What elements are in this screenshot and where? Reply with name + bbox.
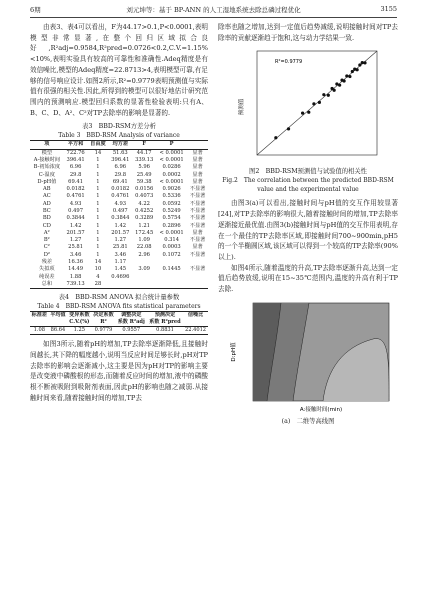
table-header-cell: 变异系数 (69, 312, 90, 319)
right-column (218, 22, 398, 426)
table-cell: 0.3289 (135, 215, 154, 222)
data-point (358, 64, 361, 67)
table-cell: 1 (96, 186, 100, 193)
table-cell: < 0.0001 (159, 178, 184, 185)
fig3a-contour-plot (223, 299, 393, 417)
table-cell: 86.64 (49, 327, 68, 335)
table-cell: 1.27 (114, 237, 127, 244)
table-row (30, 179, 208, 186)
table-row (30, 244, 208, 251)
table-cell: 16.36 (68, 259, 84, 266)
table-cell: 10 (94, 266, 102, 273)
table-cell: 显著 (192, 244, 203, 251)
y-axis-label: D:pH值 (231, 342, 237, 362)
table-cell: 1.27 (69, 237, 82, 244)
data-point (335, 83, 338, 86)
table-cell: 总和 (30, 281, 64, 289)
table-cell: 1.42 (114, 222, 127, 229)
table-cell: 0.5249 (162, 208, 181, 214)
table-row (30, 172, 208, 179)
data-point (333, 89, 336, 92)
table-cell: 0.4073 (135, 193, 154, 200)
table-cell: 3.46 (114, 251, 127, 258)
table-cell: 0.4761 (66, 193, 85, 200)
table-cell (187, 281, 208, 289)
table3-caption-en: Table 3 BBD-RSM Analysis of variance (58, 132, 180, 140)
table-cell: BD (42, 215, 51, 222)
table-header-cell: 项 (30, 141, 64, 149)
table-cell: 不显著 (189, 193, 206, 200)
table-cell: 1 (96, 193, 100, 200)
table-cell: 0.497 (68, 208, 84, 214)
table-cell: 显著 (192, 229, 203, 236)
table-cell: 25.49 (136, 171, 152, 178)
table-cell: AC (42, 193, 51, 200)
table-cell: 14.49 (68, 266, 84, 273)
data-point (322, 93, 325, 96)
data-point (274, 137, 277, 140)
table-header-cell (30, 319, 49, 327)
table-cell: 739.13 (64, 281, 88, 289)
body-paragraph: 如图3所示,随着pH的增加,TP去除率逐渐降低,且接触时间越长,其下降的幅度越小,说明当反应时间足够长时,pH对TP去除率的影响会逐渐减小,这主要是因为pH对TP的影响主要是改变液中磷酸根的形态,而随着反应时间的增加,液中的磷酸根不断被吸附到吸附剂表面,因此pH的影响也随之减弱.从接触时间来看,随着接触时间的增加,TP去 (30, 340, 208, 402)
table-cell: 25.81 (112, 244, 128, 251)
table-header-cell: R² (91, 319, 115, 327)
data-point (318, 101, 321, 104)
table-cell: 0.0592 (162, 200, 181, 207)
table-cell: 1 (96, 178, 100, 185)
table-header-cell: F (132, 141, 156, 149)
table-cell (132, 259, 156, 266)
table-cell: 0.0182 (111, 186, 130, 193)
table-cell: AD (42, 200, 51, 207)
table-cell: 0.5336 (162, 193, 181, 200)
table-cell: 4.22 (138, 200, 150, 207)
table-cell: 0.5754 (162, 215, 181, 222)
table-cell: 1 (96, 215, 100, 222)
table-cell: < 0.0001 (159, 149, 184, 156)
table-cell: 1 (96, 156, 100, 163)
fig2-parity-plot (233, 47, 383, 167)
table-cell: 2.96 (138, 251, 150, 258)
table-cell: 0.1072 (162, 251, 181, 258)
data-point (345, 75, 348, 78)
table-cell: 1.21 (138, 222, 150, 229)
table-header-cell: P (156, 141, 187, 149)
table-cell: 1.09 (138, 237, 150, 244)
data-point (327, 94, 330, 97)
table-cell: 0.497 (112, 208, 128, 214)
table-cell: 14 (94, 259, 102, 266)
table-cell: 1.45 (114, 266, 127, 273)
table-header-cell: 系数 R²pred (147, 319, 183, 327)
body-paragraph: 如图4所示,随着温度的升高,TP去除率逐渐升高,达到一定值后趋势放缓,说明在15~35℃范围内,温度的升高有利于TP去除. (218, 263, 398, 294)
table-cell: 1 (96, 222, 100, 229)
table-cell: 1 (96, 229, 100, 236)
table-cell: 0.4696 (111, 273, 130, 280)
table-cell: 722.76 (66, 149, 85, 156)
table-header-cell: 标准差 (31, 312, 47, 319)
table-cell: 不显著 (189, 251, 206, 258)
fit-statistics-table (30, 311, 208, 335)
table-cell: 0.9557 (116, 327, 147, 335)
table-header-cell: 自由度 (88, 141, 109, 149)
table-cell: 残差 (41, 259, 53, 266)
table-row (30, 237, 208, 244)
table-cell: 0.0182 (66, 186, 85, 193)
table-cell: 29.8 (114, 171, 127, 178)
table-header-cell: 调整决定 (116, 312, 147, 320)
table-row (30, 193, 208, 200)
table-row (30, 281, 208, 289)
body-paragraph: 由图3(a)可以看出,接触时间与pH值的交互作用较显著[24],对TP去除率的影响很大,随着接触时间的增加,TP去除率逐渐接近最优值.由图3(b)接触时间与pH值的交互作用表明,存在一个最佳的TP去除率区域,即接触时间700~900min,pH5的一个半椭圆区域,该区域可以得到一个较高的TP去除率(90%以上). (218, 199, 398, 261)
header-rule (30, 17, 397, 18)
table-row (30, 164, 208, 171)
table-cell: 显著 (192, 149, 203, 156)
table-row (30, 274, 208, 281)
table-cell: A² (43, 229, 50, 236)
table-header-cell: 均方差 (108, 141, 132, 149)
table-cell: 1 (96, 164, 100, 171)
table-cell: 0.4761 (111, 193, 130, 200)
data-point (348, 75, 351, 78)
table-cell: 1 (96, 208, 100, 214)
table-row (30, 223, 208, 230)
table-cell: D-pH值 (37, 178, 57, 185)
table-cell: 3.46 (69, 251, 82, 258)
table-cell: 1.25 (67, 327, 91, 335)
table-cell: 0.0003 (162, 244, 181, 251)
table-cell (156, 259, 187, 266)
data-point (312, 103, 315, 106)
table-header-cell: 决定系数 (93, 312, 114, 319)
table-cell: 不显著 (189, 186, 206, 193)
table-cell: 1.08 (30, 327, 49, 335)
table-cell: 5.96 (138, 164, 150, 171)
table-cell: 不显著 (189, 208, 206, 214)
page-number: 3155 (380, 5, 397, 13)
table-cell: AB (43, 186, 51, 193)
table-row (30, 201, 208, 208)
table-row (30, 252, 208, 259)
table-cell: 1 (96, 200, 100, 207)
table-cell: 3.09 (138, 266, 150, 273)
table-cell: 1.42 (69, 222, 82, 229)
table-row (30, 186, 208, 193)
table-cell (132, 274, 156, 281)
table-cell: 0.0002 (162, 171, 181, 178)
table-row (30, 208, 208, 215)
anova-table (30, 140, 208, 289)
table-cell: 显著 (192, 164, 203, 171)
y-axis-label: 预测值 (239, 99, 245, 116)
data-point (287, 128, 290, 131)
data-point (351, 70, 354, 73)
body-paragraph: 由表3、表4可以看出，F为44.17>0.1,P<0.0001,表明模型非常显著,在整个回归区域拟合良好,R²adj=0.9584,R²pred=0.0726<0.2,C.V.=1.15%<10%,表明实验具有较高的可靠性和准确性.Adeq精度是有效信噪比,模型的Adeq精度=22.8713>4,表明模型可靠,有足够的信号响应设计.如图2所示,R²=0.9779表明预测值与实际值有很强的相关性.因此,所得到的模型可以很好地估计研究范围内的预测响应.模型回归系数的显著性检验表明:只有A、B、C、D、A²、C²对TP去除率的影响是显著的. (30, 23, 208, 117)
table-header-cell: C.V.(%) (69, 319, 90, 326)
table-cell: < 0.0001 (159, 156, 184, 163)
table-row (30, 266, 208, 273)
table-header-cell: 预测决定 (147, 312, 183, 320)
table-row (30, 149, 208, 157)
table-cell: 396.41 (66, 156, 85, 163)
fit-line (257, 51, 377, 155)
table-cell: 201.57 (111, 229, 130, 236)
table-cell: 4.93 (114, 200, 127, 207)
table-cell: < 0.0001 (159, 229, 184, 236)
table-row (30, 215, 208, 222)
table-cell: 纯误差 (39, 273, 55, 280)
issue-number: 6期 (30, 6, 41, 14)
table-cell: BC (42, 208, 51, 214)
table-cell (187, 274, 208, 281)
table-cell: 339.13 (135, 156, 154, 163)
table-cell: 不显著 (189, 237, 206, 244)
table-cell: 0.9779 (91, 327, 115, 335)
table-cell: 14 (94, 149, 102, 156)
table-cell: 0.9026 (162, 186, 181, 193)
table-row (30, 230, 208, 237)
table-cell: 22.08 (136, 244, 152, 251)
table-cell: 0.314 (164, 237, 180, 244)
table-cell: 显著 (192, 178, 203, 185)
table-header-cell: 平均值 (50, 312, 66, 319)
table-cell (156, 274, 187, 281)
table-cell: 172.45 (135, 229, 154, 236)
data-point (301, 112, 304, 115)
table-cell: 不显著 (189, 222, 206, 229)
table-row (30, 259, 208, 266)
table-header-cell: 信噪比 (183, 312, 208, 320)
table4-caption-cn: 表4 BBD-RSM ANOVA 拟合统计量参数 (58, 294, 180, 302)
table-cell (108, 281, 132, 289)
table-cell: B² (43, 237, 50, 244)
table-cell: 28 (88, 281, 109, 289)
table-cell: 1.88 (69, 273, 82, 280)
table-cell: 失拟项 (39, 266, 55, 273)
table-cell: 69.41 (68, 178, 84, 185)
table-header-cell (183, 319, 208, 327)
table-cell: A-接触时间 (33, 156, 60, 163)
table-cell (156, 281, 187, 289)
table-cell: 0.3844 (111, 215, 130, 222)
data-point (361, 61, 364, 64)
running-header (30, 5, 397, 16)
fig2-caption-en: Fig.2 The correlation between the predicted BBD-RSM value and the experimental value (222, 177, 394, 194)
table-cell: 6.96 (69, 164, 82, 171)
table-cell: 51.63 (112, 149, 128, 156)
table-cell: 4.93 (69, 200, 82, 207)
table-cell: B-初始浓度 (33, 164, 61, 171)
table-header-cell: 系数 R²adj (116, 319, 147, 327)
table-cell: 模型 (41, 149, 53, 156)
table-cell: 0.8831 (147, 327, 183, 335)
left-column (30, 22, 208, 403)
fig2-caption-cn: 图2 BBD-RSM预测值与试验值的相关性 (249, 168, 367, 176)
table-cell: 不显著 (189, 200, 206, 207)
table-cell: 显著 (192, 156, 203, 163)
table-cell: 29.8 (69, 171, 82, 178)
table-cell: 25.81 (68, 244, 84, 251)
table-cell: 1 (96, 251, 100, 258)
table-cell: 显著 (192, 171, 203, 178)
table-cell: 0.0156 (135, 186, 154, 193)
table-cell: 1 (96, 171, 100, 178)
data-point (342, 80, 345, 83)
table-cell: 6.96 (114, 164, 127, 171)
table-header-cell (49, 319, 68, 327)
data-point (363, 62, 366, 65)
data-point (356, 69, 359, 72)
table-cell: 不显著 (189, 266, 206, 273)
x-axis-label: A:接触时间(min) (299, 406, 343, 413)
running-title: 刘元坤等：基于 BP-ANN 的人工湿地系统去除总磷过程优化 (126, 6, 301, 14)
data-point (307, 111, 310, 114)
table-cell: 201.57 (66, 229, 85, 236)
table-cell: 396.41 (111, 156, 130, 163)
table-cell: 1 (96, 244, 100, 251)
table-cell: 0.4252 (135, 208, 154, 214)
table-cell: 0.1445 (162, 266, 181, 273)
table-cell (132, 281, 156, 289)
table-cell: 0.3844 (66, 215, 85, 222)
body-paragraph: 除率也随之增加,达到一定值后趋势减缓,说明接触时间对TP去除率的贡献逐渐趋于饱和,这与动力学结果一致. (218, 23, 398, 42)
table-cell: CD (42, 222, 51, 229)
table4-caption-en: Table 4 BBD-RSM ANOVA fits statistical parameters (37, 303, 201, 311)
fig3a-caption: (a) 二维等高线图 (281, 417, 335, 425)
table-cell: 44.17 (136, 149, 152, 156)
table-cell: D² (43, 251, 50, 258)
table3-caption-cn: 表3 BBD-RSM方差分析 (82, 123, 156, 131)
table-cell: 22.4012 (184, 327, 207, 334)
table-cell: 1 (96, 237, 100, 244)
table-cell: 0.0286 (162, 164, 181, 171)
table-cell: 4 (96, 273, 100, 280)
table-cell: C-温度 (38, 171, 55, 178)
table-cell: 0.2896 (162, 222, 181, 229)
table-cell: C² (43, 244, 50, 251)
table-header-cell (187, 141, 208, 149)
table-cell: 59.38 (136, 178, 152, 185)
table-header-cell: 平方和 (64, 141, 88, 149)
data-point (338, 84, 341, 87)
table-cell: 不显著 (189, 215, 206, 222)
table-cell: 1.17 (114, 259, 127, 266)
table-cell: 69.41 (112, 178, 128, 185)
r-squared-label: R²=0.9779 (275, 59, 303, 66)
